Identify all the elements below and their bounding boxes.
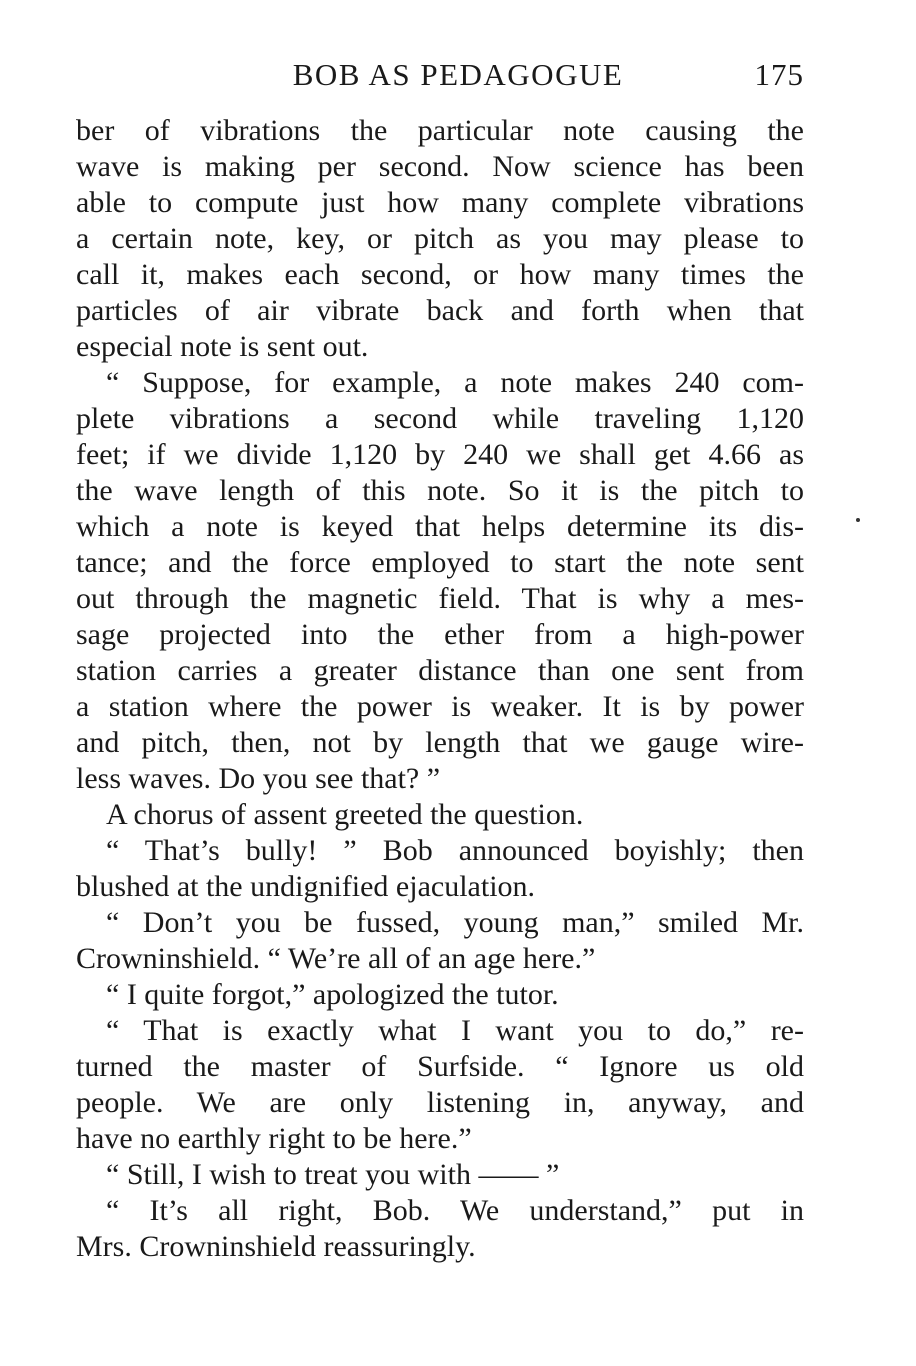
text-line: sage projected into the ether from a high-power xyxy=(76,618,804,651)
text-line: “ Still, I wish to treat you with —— ” xyxy=(106,1158,560,1191)
text-line: plete vibrations a second while traveling 1,120 xyxy=(76,402,804,435)
text-line: out through the magnetic field. That is why a mes- xyxy=(76,582,804,615)
text-line: the wave length of this note. So it is the pitch to xyxy=(76,474,804,507)
text-line: a station where the power is weaker. It is by power xyxy=(76,690,804,723)
text-line: a certain note, key, or pitch as you may please to xyxy=(76,222,804,255)
text-line: have no earthly right to be here.” xyxy=(76,1122,472,1155)
text-line: Mrs. Crowninshield reassuringly. xyxy=(76,1230,476,1263)
text-line: Crowninshield. “ We’re all of an age here.” xyxy=(76,942,596,975)
text-line: particles of air vibrate back and forth when that xyxy=(76,294,804,327)
text-line: which a note is keyed that helps determine its dis- xyxy=(76,510,804,543)
text-line: wave is making per second. Now science has been xyxy=(76,150,804,183)
text-line: “ Suppose, for example, a note makes 240 com- xyxy=(106,366,804,399)
running-title: BOB AS PEDAGOGUE xyxy=(292,57,624,92)
text-line: “ It’s all right, Bob. We understand,” put in xyxy=(106,1194,804,1227)
stray-ink-dot xyxy=(856,518,860,522)
text-line: “ I quite forgot,” apologized the tutor. xyxy=(106,978,559,1011)
text-line: turned the master of Surfside. “ Ignore us old xyxy=(76,1050,804,1083)
body-text xyxy=(76,113,804,1265)
text-line: able to compute just how many complete vibrations xyxy=(76,186,804,219)
text-line: especial note is sent out. xyxy=(76,330,369,363)
text-line: less waves. Do you see that? ” xyxy=(76,762,441,795)
text-line: people. We are only listening in, anyway, and xyxy=(76,1086,804,1119)
text-line: A chorus of assent greeted the question. xyxy=(106,798,584,831)
text-line: feet; if we divide 1,120 by 240 we shall get 4.66 as xyxy=(76,438,804,471)
text-line: “ That’s bully! ” Bob announced boyishly; then xyxy=(106,834,804,867)
text-line: station carries a greater distance than one sent from xyxy=(76,654,804,687)
text-line: “ Don’t you be fussed, young man,” smiled Mr. xyxy=(106,906,804,939)
page-number: 175 xyxy=(754,57,804,92)
text-line: “ That is exactly what I want you to do,” re- xyxy=(106,1014,804,1047)
text-line: call it, makes each second, or how many times the xyxy=(76,258,804,291)
text-line: blushed at the undignified ejaculation. xyxy=(76,870,536,903)
page-header xyxy=(76,52,804,98)
text-line: and pitch, then, not by length that we gauge wire- xyxy=(76,726,804,759)
text-line: ber of vibrations the particular note causing the xyxy=(76,114,804,147)
text-line: tance; and the force employed to start the note sent xyxy=(76,546,804,579)
